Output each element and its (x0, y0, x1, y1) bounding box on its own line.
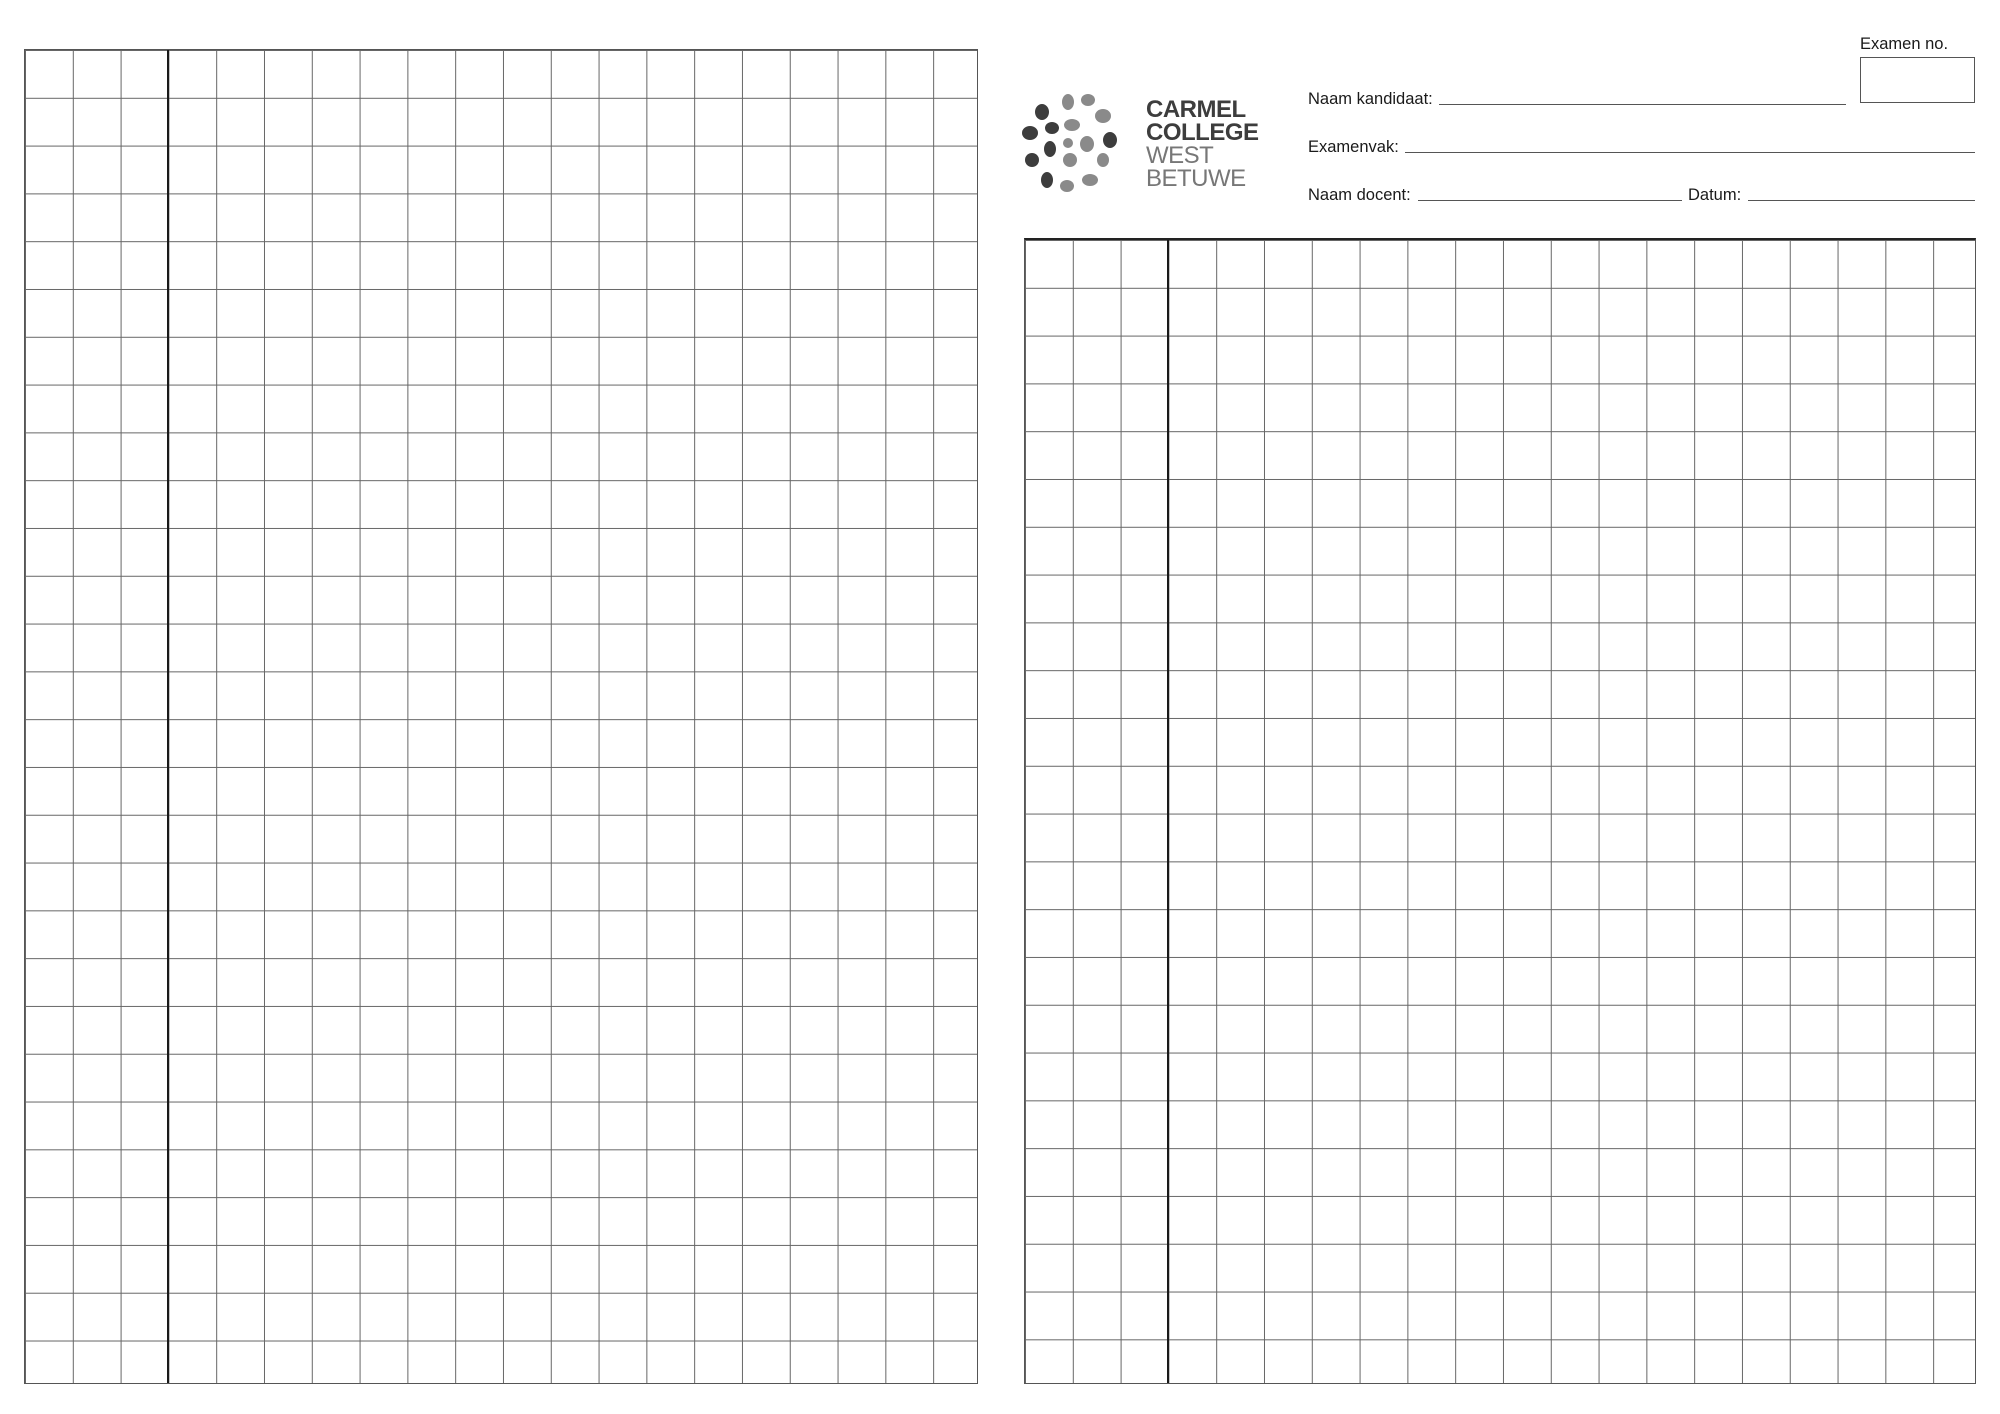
date-field[interactable] (1748, 200, 1975, 201)
date-label: Datum: (1688, 186, 1742, 204)
right-page-grid (1024, 238, 1976, 1384)
right-margin-line (1167, 240, 1169, 1383)
candidate-name-label: Naam kandidaat: (1308, 90, 1433, 108)
subject-label: Examenvak: (1308, 138, 1399, 156)
exam-number-box[interactable] (1860, 57, 1975, 103)
exam-number-label: Examen no. (1860, 35, 1949, 53)
left-page-grid (24, 49, 978, 1384)
logo-line-college: COLLEGE (1146, 119, 1259, 146)
logo-line-carmel: CARMEL (1146, 96, 1246, 123)
teacher-name-field[interactable] (1418, 200, 1682, 201)
subject-field[interactable] (1405, 152, 1975, 153)
logo-line-west: WEST (1146, 142, 1214, 169)
teacher-name-label: Naam docent: (1308, 186, 1411, 204)
left-margin-line (167, 50, 169, 1383)
school-logo-text (1146, 98, 1259, 190)
candidate-name-field[interactable] (1439, 104, 1846, 105)
logo-line-betuwe: BETUWE (1146, 165, 1246, 192)
